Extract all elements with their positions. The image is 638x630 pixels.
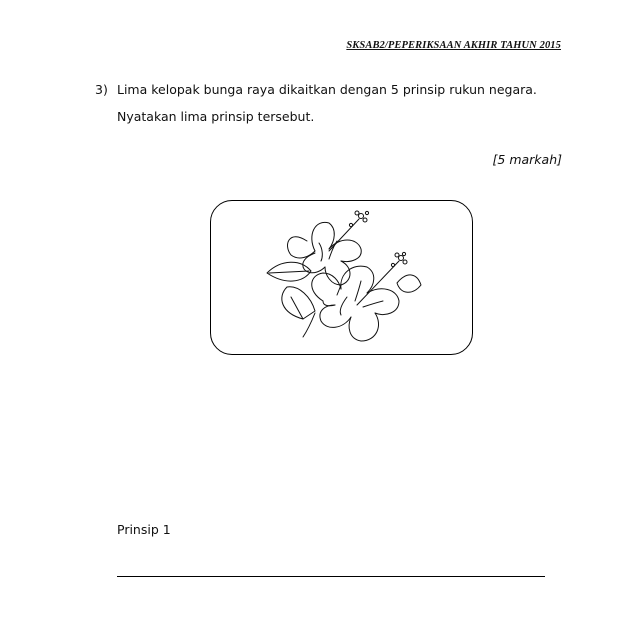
marks-label: [5 markah]: [492, 152, 562, 167]
exam-header: SKSAB2/PEPERIKSAAN AKHIR TAHUN 2015: [346, 40, 561, 51]
question-text-line-2: Nyatakan lima prinsip tersebut.: [117, 109, 315, 124]
hibiscus-flower-icon: [211, 201, 474, 356]
answer-line[interactable]: [117, 576, 545, 577]
question-number: 3): [95, 82, 108, 97]
question-text-line-1: Lima kelopak bunga raya dikaitkan dengan 5 prinsip rukun negara.: [117, 82, 537, 97]
flower-image-frame: [210, 200, 473, 355]
answer-label: Prinsip 1: [117, 522, 171, 537]
